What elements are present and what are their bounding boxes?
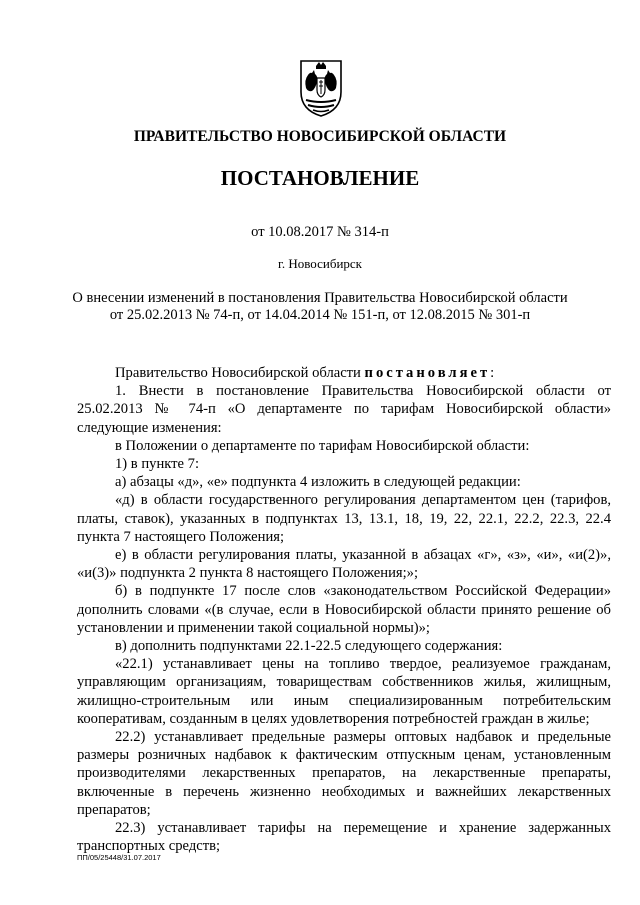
subject-line-2: от 25.02.2013 № 74-п, от 14.04.2014 № 151-п, от 12.08.2015 № 301-п — [109, 307, 531, 323]
intro-prefix: Правительство Новосибирской области — [115, 365, 365, 381]
paragraph-4: а) абзацы «д», «е» подпункта 4 изложить в следующей редакции: — [115, 474, 521, 491]
document-date-number: от 10.08.2017 № 314-п — [251, 224, 389, 240]
document-subject — [0, 290, 640, 324]
paragraph-1: 1. Внести в постановление Правительства Новосибирской области от 25.02.2013 № 74-п «О департаменте по тарифам Новосибирской области» следующие изменения: — [77, 383, 611, 436]
paragraph-11: 22.3) устанавливает тарифы на перемещение и хранение задержанных транспортных средств; — [77, 820, 611, 855]
paragraph-8: в) дополнить подпунктами 22.1-22.5 следующего содержания: — [115, 638, 503, 655]
paragraph-3: 1) в пункте 7: — [115, 456, 200, 473]
intro-keyword: постановляет — [364, 365, 491, 381]
document-body — [77, 364, 611, 855]
document-type: ПОСТАНОВЛЕНИЕ — [220, 166, 420, 190]
intro-paragraph — [77, 364, 611, 382]
paragraph-2: в Положении о департаменте по тарифам Новосибирской области: — [115, 437, 530, 454]
paragraph-5: «д) в области государственного регулирования департаментом цен (тарифов, платы, ставок), указанных в подпунктах 13, 13.1, 18, 19, 22, 22.1, 22.2, 22.3, 22.4 пункта 7 настоящего Положения; — [77, 492, 611, 545]
organization-title: ПРАВИТЕЛЬСТВО НОВОСИБИРСКОЙ ОБЛАСТИ — [133, 128, 507, 145]
paragraph-6: е) в области регулирования платы, указанной в абзацах «г», «з», «и», «и(2)», «и(3)» подпункта 2 пункта 8 настоящего Положения;»; — [77, 547, 611, 582]
paragraph-10: 22.2) устанавливает предельные размеры оптовых надбавок и предельные размеры розничных надбавок к фактическим отпускным ценам, установленным производителями лекарственных препаратов, на лекарственные препараты, включенные в перечень жизненно необходимых и важнейших лекарственных препаратов; — [77, 729, 611, 818]
document-city: г. Новосибирск — [277, 256, 362, 271]
paragraph-7: б) в подпункте 17 после слов «законодательством Российской Федерации» дополнить словами «(в случае, если в Новосибирской области принято решение об установлении и применении такой социальной нормы)»; — [77, 583, 611, 636]
paragraph-9: «22.1) устанавливает цены на топливо твердое, реализуемое гражданам, управляющим организациям, товариществам собственников жилья, жилищным, жилищно-строительным или иным специализированным потребительским кооперативам, созданным в целях удовлетворения потребностей граждан в жилье; — [77, 656, 611, 727]
intro-suffix: : — [490, 365, 495, 381]
subject-line-1: О внесении изменений в постановления Правительства Новосибирской области — [72, 290, 568, 306]
footer-document-code: ПП/05/25448/31.07.2017 — [77, 853, 161, 862]
coat-of-arms-icon — [298, 58, 344, 118]
